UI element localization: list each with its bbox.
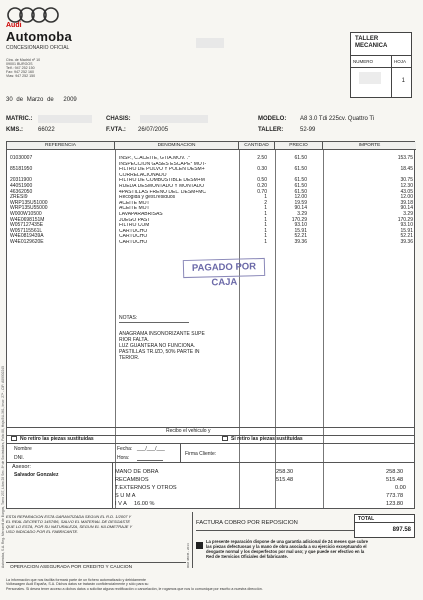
cantidad-cell: 1: [264, 194, 267, 201]
denominacion-cell: 4PASTILLAS FRENO DEL. DESM+MC: [119, 189, 207, 195]
brand-name: Audi: [6, 22, 22, 29]
no-retiro-label: No retiro las piezas sustituidas: [20, 436, 94, 442]
matric-label: MATRIC.:: [6, 116, 33, 122]
garantia-line: Red de Servicios Oficiales del fabricante.: [206, 554, 288, 559]
importe-cell: 52.21: [400, 233, 413, 240]
referencia-cell: W4E0819439A: [10, 233, 44, 240]
referencia-cell: W000W10500: [10, 211, 42, 217]
referencia-cell: 85181950: [10, 166, 33, 173]
dni-label: DNI.: [14, 455, 24, 461]
warranty-box: [6, 512, 186, 562]
date-de: de: [47, 97, 54, 103]
importe-cell: 93.10: [400, 222, 413, 229]
cantidad-cell: 0.70: [257, 188, 267, 195]
notas-line: PASTILLAS TR.IZD, 50% PARTE IN: [119, 349, 200, 355]
table-row: [7, 240, 416, 246]
cantidad-cell: 1: [264, 239, 267, 245]
notas-line: RIOR FALTA.: [119, 337, 149, 343]
total-value: 897.58: [392, 527, 411, 533]
cantidad-cell: 0.20: [257, 183, 267, 189]
externos-total: 0.00: [395, 485, 406, 491]
precio-cell: 61.50: [294, 183, 307, 189]
denominacion-cell: FILTRO DE COMBUSTIBLE DESM+M: [119, 178, 205, 184]
iva-pct: 16.00 %: [134, 501, 155, 507]
importe-cell: 39.36: [400, 239, 413, 245]
kms-value: 66022: [38, 127, 55, 133]
importe-cell: 3.29: [403, 211, 413, 217]
importe-cell: 43.05: [400, 188, 413, 195]
importe-cell: 12.00: [400, 194, 413, 201]
address-line: 09001 BURGOS: [6, 62, 33, 66]
chasis-label: CHASIS:: [106, 116, 131, 122]
precio-cell: 61.50: [294, 177, 307, 184]
checkbox-no-retiro[interactable]: [11, 436, 17, 441]
cantidad-cell: 0.50: [257, 177, 267, 184]
referencia-cell: WRP135U55000: [10, 205, 48, 212]
modelo-value: A8 3.0 Tdi 225cv. Quattro Ti: [300, 116, 375, 122]
denominacion-cell: INSPECCION GASES ESCAPE* MOT-: [119, 161, 207, 167]
si-retiro-label: Si retiro las piezas sustituidas: [231, 436, 303, 442]
cantidad-cell: 2: [264, 199, 267, 206]
importe-cell: 15.91: [400, 227, 413, 234]
denominacion-cell: FILTRO COM: [119, 223, 150, 229]
garantia-text: [206, 539, 414, 559]
importe-cell: 18.45: [400, 166, 413, 173]
garantia-line: las piezas defectuosas y la mano de obra asociada a su ejercicio exceptuando el: [206, 544, 367, 549]
denominacion-cell: JUEGO PAST: [119, 217, 151, 223]
company-name: Automoba: [6, 29, 72, 44]
suma-total: 773.78: [386, 493, 404, 499]
denominacion-cell: LAVAPARABRISAS: [119, 212, 163, 217]
garantia-line: La presente reparación dispone de una garantía adicional de 24 meses que cubre: [206, 539, 368, 544]
redacted-chasis: [140, 115, 208, 123]
fecha-label: Fecha:: [117, 446, 133, 452]
referencia-cell: 20311900: [10, 177, 32, 184]
importe-cell: 39.18: [400, 199, 413, 206]
divider: [180, 443, 181, 462]
externos-label: T.EXTERNOS Y OTROS: [115, 485, 177, 491]
checkbox-si-retiro[interactable]: [222, 436, 228, 441]
importe-cell: 170.29: [397, 216, 413, 223]
suma-label: S U M A: [115, 493, 136, 499]
firma-label: Firma Cliente:: [185, 451, 217, 457]
warranty-line: USO INDICADO POR EL FABRICANTE.: [6, 529, 79, 534]
date-de: de: [16, 97, 24, 103]
taller-value: 52-99: [300, 127, 316, 133]
warranty-line: EL REAL DECRETO 1457/86, SALVO EL MATERIAL DE DESGASTE: [6, 519, 131, 524]
cantidad-cell: 1: [264, 233, 267, 240]
taller-title: [351, 33, 411, 56]
date-year: 2009: [63, 97, 77, 103]
referencia-cell: ZRESI9: [10, 194, 28, 201]
vertical-code-text: RG8 48045 - 2014: [186, 543, 190, 568]
iva-total: 123.80: [386, 501, 404, 507]
precio-cell: 3.29: [297, 211, 307, 217]
hoja-value: 1: [401, 78, 405, 84]
cantidad-cell: 1: [264, 227, 267, 234]
precio-cell: 52.21: [294, 233, 307, 240]
mano-obra-value: 258.30: [276, 469, 294, 475]
denominacion-cell: CARTUCHO: [119, 234, 148, 240]
kms-label: KMS.:: [6, 127, 23, 133]
divider: [6, 562, 186, 563]
numero-label: NUMERO: [351, 56, 392, 67]
modelo-label: MODELO:: [258, 116, 287, 122]
denominacion-cell: ACEITE MOT: [119, 206, 150, 212]
referencia-cell: W057127435E: [10, 222, 44, 229]
legal-text: [6, 578, 263, 591]
redacted-area: [196, 38, 224, 48]
date-month: Marzo: [26, 97, 44, 103]
cantidad-cell: 1: [264, 205, 267, 212]
cantidad-cell: 1: [264, 222, 267, 229]
referencia-cell: W4E0698151M: [10, 216, 45, 223]
factura-label: FACTURA COBRO POR REPOSICION: [196, 520, 298, 526]
denominacion-cell: INSP., C.ACEITE, GTIA.MOV. .*: [119, 156, 191, 161]
denominacion-cell: Recogida y gest.residuos: [119, 195, 176, 201]
cantidad-cell: 2.50: [257, 155, 267, 161]
denominacion-cell: RUEDA DESMONTADO Y MONTADO: [119, 184, 205, 189]
notas-label: NOTAS:: [119, 315, 138, 321]
total-box: [354, 514, 415, 538]
hora-label: Hora:: [117, 455, 130, 461]
address-line: Telf.: 947 252 150: [6, 66, 35, 70]
divider: [6, 443, 415, 444]
cantidad-cell: 1: [264, 216, 267, 223]
header-cantidad: CANTIDAD: [239, 142, 275, 150]
header-denominacion: DENOMINACION: [115, 142, 239, 150]
asesor-label: Asesor:: [12, 464, 31, 470]
denominacion-cell: CARTUCHO: [119, 240, 148, 245]
notas-line: ANAGRAMA INSONORIZANTE SUPE: [119, 331, 205, 337]
denominacion-cell: FILTRO DE POLVO Y POLEN DESM+: [119, 167, 205, 173]
divider: [112, 462, 113, 509]
taller-box: [350, 32, 412, 98]
legal-line: Personales. Si desea tener acceso a dichos datos o solicitar alguna rectificación o cancelación, le rogamos que nos lo comunique por escrito a nuestra dirección.: [6, 586, 263, 591]
notas-line: LUZ GUANTERA NO FUNCIONA.: [119, 343, 196, 349]
precio-cell: 19.59: [294, 199, 307, 206]
hora-line: [137, 460, 163, 461]
denominacion-cell: CORRELACIONADO: [119, 172, 167, 178]
importe-cell: 30.75: [400, 177, 413, 184]
hoja-label: HOJA: [394, 59, 407, 64]
notas-line: TERIOR.: [119, 355, 140, 361]
legal-line: Volkswagen Audi España, S.A. Dichos datos se tratarán confidencialmente y sólo para su: [6, 582, 149, 587]
header-precio: PRECIO: [275, 142, 323, 150]
date-day: 30: [6, 97, 13, 103]
document-date: [6, 97, 77, 103]
precio-cell: 61.50: [294, 166, 307, 173]
total-label: TOTAL: [355, 515, 414, 523]
taller-title-line: MECANICA: [355, 43, 388, 49]
fecha-value: ___/___/___: [137, 446, 165, 452]
divider: [192, 512, 193, 568]
header-importe: IMPORTE: [323, 142, 416, 150]
precio-cell: 93.10: [294, 222, 307, 229]
redacted-number: [359, 72, 381, 84]
precio-cell: 61.50: [294, 155, 307, 161]
vertical-registry-line: Automoba, S.A. Reg. Mercantil de Burgos, Tomo 237, Libro 28 Sec. 8ª de Sociedades, Folio 88, Hoja BU-361, Inscr. 27ª - CIF: A09002245: [1, 366, 5, 568]
importe-cell: 90.14: [400, 205, 413, 212]
importe-cell: 12.30: [400, 183, 413, 189]
notas-underline: [119, 322, 189, 323]
referencia-cell: 01030007: [10, 155, 33, 161]
referencia-cell: 46362050: [10, 188, 33, 195]
vertical-registry-text: [0, 150, 6, 570]
cantidad-cell: 1: [264, 211, 267, 217]
garantia-line: desgaste normal y los desperfectos por mal uso; y que puede ser efectivo en la: [206, 549, 365, 554]
referencia-cell: W057115561L: [10, 227, 43, 234]
address-line: Ctra. de Madrid nº 10: [6, 58, 41, 62]
recambios-total: 515.48: [386, 477, 404, 483]
warranty-line: QUE LO ESTA, POR SU NATURALEZA, SEGUN EL KILOMETRAJE Y: [6, 524, 133, 529]
warranty-text: [6, 512, 186, 534]
divider: [6, 462, 415, 463]
operacion-asegurada: OPERACION ASEGURADA POR CREDITO Y CAUCION: [10, 565, 133, 570]
recambios-value: 515.48: [276, 477, 294, 483]
denominacion-cell: CARTUCHO: [119, 228, 148, 234]
address-line: Fax: 947 252 160: [6, 70, 34, 74]
arrow-icon: [196, 542, 203, 549]
nombre-label: Nombre: [14, 446, 32, 452]
taller-title-line: TALLER: [355, 36, 379, 42]
warranty-line: ESTA REPARACION ESTA GARANTIZADA SEGUN EL R.D. 1/2007 Y: [6, 514, 132, 519]
header-referencia: REFERENCIA: [7, 142, 115, 150]
cantidad-cell: 0.30: [257, 166, 267, 173]
company-subtitle: CONCESIONARIO OFICIAL: [6, 45, 70, 51]
redacted-matric: [38, 115, 92, 123]
importe-cell: 153.75: [397, 155, 413, 161]
fvta-label: F.VTA.:: [106, 127, 126, 133]
precio-cell: 61.50: [294, 188, 307, 195]
legal-line: La información que nos facilita formará parte de un fichero automatizado y debidamente: [6, 578, 147, 582]
referencia-cell: WRP135U51000: [10, 199, 48, 206]
denominacion-cell: ACEITE MOT: [119, 200, 150, 206]
iva-label: I V A: [115, 501, 127, 507]
precio-cell: 15.91: [294, 227, 307, 234]
precio-cell: 170.29: [291, 216, 307, 223]
recambios-label: RECAMBIOS: [115, 477, 149, 483]
paid-stamp: PAGADO POR CAJA: [183, 258, 265, 278]
mano-obra-total: 258.30: [386, 469, 404, 475]
precio-cell: 12.00: [294, 194, 307, 201]
mano-obra-label: MANO DE OBRA: [115, 469, 159, 475]
receipt-title: Recibo el vehiculo y: [166, 428, 211, 434]
address-line: Vtas: 947 252 150: [6, 74, 36, 78]
taller-label: TALLER:: [258, 127, 284, 133]
divider: [6, 427, 415, 428]
asesor-name: Salvador Gonzalez: [14, 472, 59, 478]
precio-cell: 39.36: [294, 239, 307, 245]
referencia-cell: W4E0129620E: [10, 239, 44, 245]
precio-cell: 90.14: [294, 205, 307, 212]
referencia-cell: 44051900: [10, 183, 33, 189]
fvta-value: 26/07/2005: [138, 127, 169, 133]
